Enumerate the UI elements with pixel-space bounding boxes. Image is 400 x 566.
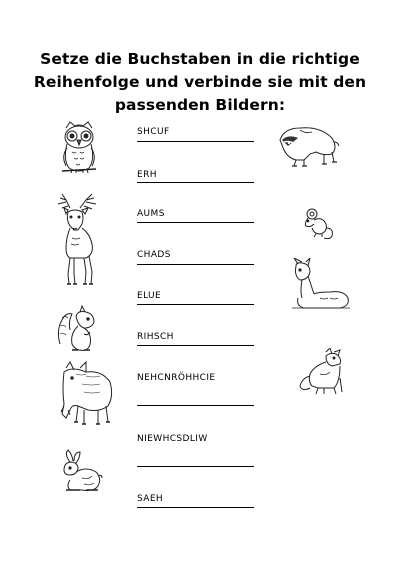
deer-picture[interactable]: [52, 192, 102, 288]
wild-boar-picture[interactable]: [56, 360, 116, 428]
scrambled-word-7: NEHCNRÖHHCIE: [137, 373, 216, 383]
fawn-picture[interactable]: [290, 258, 354, 314]
answer-line-8[interactable]: [137, 466, 254, 467]
title-line-2: Reihenfolge und verbinde sie mit den: [33, 73, 367, 91]
scrambled-word-1: SHCUF: [137, 127, 170, 137]
squirrel-picture[interactable]: [56, 304, 100, 354]
scrambled-word-6: RIHSCH: [137, 332, 174, 342]
answer-line-5[interactable]: [137, 304, 254, 305]
answer-line-7[interactable]: [137, 405, 254, 406]
answer-line-4[interactable]: [137, 264, 254, 265]
answer-line-2[interactable]: [137, 182, 254, 183]
scrambled-word-4: CHADS: [137, 250, 171, 260]
answer-line-3[interactable]: [137, 222, 254, 223]
mouse-picture[interactable]: [302, 206, 338, 240]
scrambled-word-8: NIEWHCSDLIW: [137, 434, 208, 444]
answer-line-9[interactable]: [137, 507, 254, 508]
title-line-1: Setze die Buchstaben in die richtige: [40, 50, 360, 68]
title-line-3: passenden Bildern:: [114, 96, 286, 114]
answer-line-6[interactable]: [137, 345, 254, 346]
owl-picture[interactable]: [58, 120, 100, 178]
hare-picture[interactable]: [56, 448, 104, 496]
badger-picture[interactable]: [276, 120, 340, 168]
fox-picture[interactable]: [298, 348, 354, 396]
worksheet-title: [30, 48, 370, 117]
scrambled-word-2: ERH: [137, 170, 157, 180]
scrambled-word-3: AUMS: [137, 209, 165, 219]
answer-line-1[interactable]: [137, 141, 254, 142]
scrambled-word-9: SAEH: [137, 494, 164, 504]
scrambled-word-5: ELUE: [137, 291, 162, 301]
